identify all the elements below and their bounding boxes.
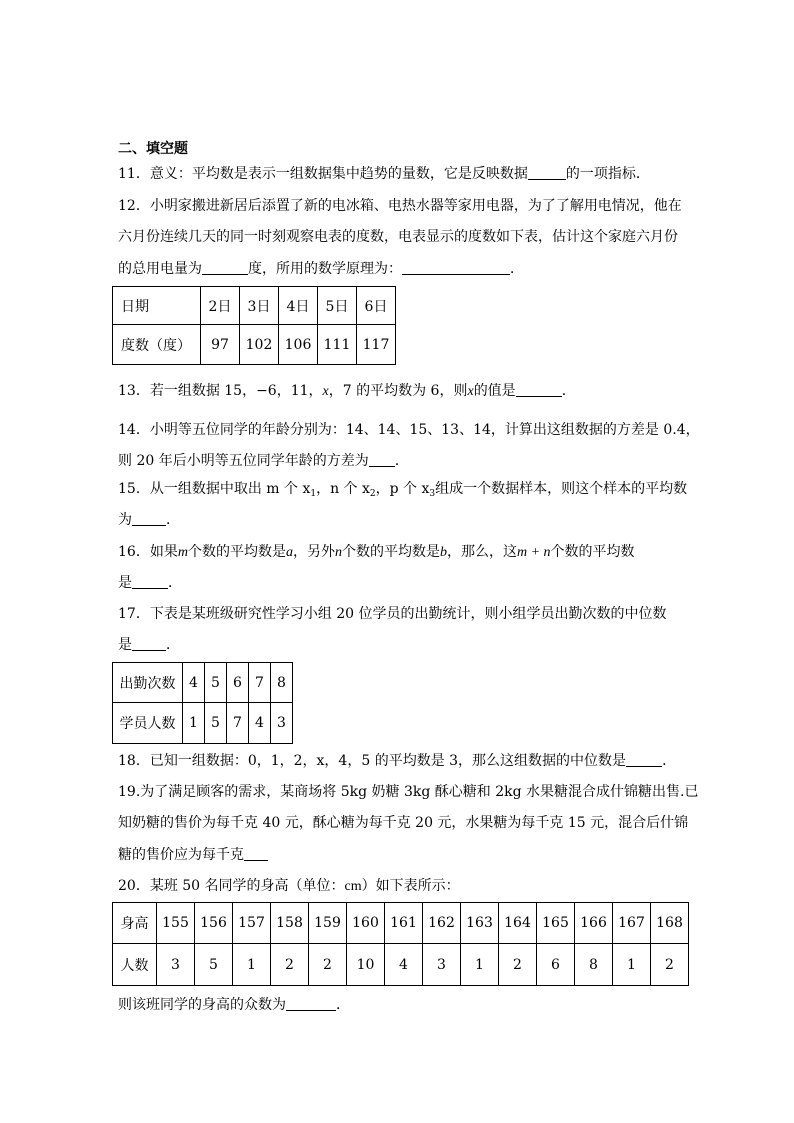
q12-text-a: 的总用电量为 bbox=[118, 261, 202, 277]
q14-text-a: 则 20 年后小明等五位同学年龄的方差为 bbox=[118, 453, 369, 469]
q20-table bbox=[112, 902, 689, 986]
q13-text-c: 的值是 bbox=[473, 383, 516, 399]
table-cell: 4 bbox=[249, 703, 271, 744]
question-20 bbox=[118, 876, 460, 897]
q20-text-a: 20．某班 50 名同学的身高（单位： bbox=[118, 878, 345, 894]
table-cell: 7 bbox=[227, 703, 249, 744]
q17-text-b: ． bbox=[166, 637, 180, 653]
table-cell: 8 bbox=[271, 663, 293, 703]
q20-text-b: ）如下表所示： bbox=[361, 878, 460, 894]
table-cell: 2 bbox=[309, 944, 347, 986]
table-cell: 度数（度） bbox=[113, 325, 201, 365]
section-title: 二、填空题 bbox=[118, 141, 188, 157]
question-12-line2: 六月份连续几天的同一时刻观察电表的度数，电表显示的度数如下表，估计这个家庭六月份 bbox=[118, 229, 678, 245]
table-cell: 160 bbox=[347, 903, 385, 944]
table-cell: 155 bbox=[157, 903, 195, 944]
question-20-answer bbox=[118, 995, 350, 1015]
table-row bbox=[113, 944, 689, 986]
table-cell: 5日 bbox=[318, 287, 357, 325]
table-row bbox=[113, 663, 293, 703]
table-cell: 161 bbox=[385, 903, 423, 944]
q20-unit: cm bbox=[344, 879, 362, 894]
q12-table bbox=[112, 286, 396, 365]
question-16-line2 bbox=[118, 573, 182, 593]
q13-text-d: . bbox=[561, 383, 567, 399]
table-cell: 165 bbox=[537, 903, 575, 944]
q16-text-d: 个数的平均数是 bbox=[341, 544, 440, 560]
table-cell: 出勤次数 bbox=[113, 663, 183, 703]
table-cell: 6 bbox=[537, 944, 575, 986]
q20-text-c: 则该班同学的身高的众数为 bbox=[118, 997, 286, 1013]
q13-text-b: ，7 的平均数为 6，则 bbox=[328, 383, 468, 399]
q12-text-b: 度，所用的数学原理为： bbox=[248, 261, 402, 277]
table-row bbox=[113, 703, 293, 744]
question-17-line1: 17．下表是某班级研究性学习小组 20 位学员的出勤统计，则小组学员出勤次数的中位数 bbox=[118, 606, 667, 622]
table-cell: 168 bbox=[651, 903, 689, 944]
table-cell: 6日 bbox=[357, 287, 396, 325]
q15-text-b: ，n 个 x bbox=[316, 481, 370, 497]
table-cell: 117 bbox=[357, 325, 396, 365]
question-12-line1: 12．小明家搬进新居后添置了新的电冰箱、电热水器等家用电器，为了了解用电情况，他在 bbox=[118, 198, 682, 214]
q19-blank[interactable] bbox=[244, 846, 268, 861]
table-cell: 5 bbox=[205, 663, 227, 703]
table-cell: 1 bbox=[183, 703, 205, 744]
table-cell: 身高 bbox=[113, 903, 157, 944]
table-cell: 4 bbox=[183, 663, 205, 703]
table-cell: 10 bbox=[347, 944, 385, 986]
table-cell: 97 bbox=[201, 325, 240, 365]
table-cell: 学员人数 bbox=[113, 703, 183, 744]
q12-text-c: ． bbox=[510, 261, 524, 277]
table-row bbox=[113, 903, 689, 944]
question-17-line2 bbox=[118, 635, 180, 655]
table-cell: 1 bbox=[613, 944, 651, 986]
q16-var-b: b bbox=[439, 545, 447, 560]
q16-blank[interactable] bbox=[132, 574, 168, 589]
table-cell: 日期 bbox=[113, 287, 201, 325]
table-cell: 人数 bbox=[113, 944, 157, 986]
q11-blank[interactable] bbox=[528, 165, 566, 180]
q14-blank[interactable] bbox=[369, 452, 395, 467]
q16-text-g: 是 bbox=[118, 575, 132, 591]
table-cell: 2 bbox=[499, 944, 537, 986]
question-18 bbox=[118, 751, 676, 771]
q16-var-n: n bbox=[334, 545, 342, 560]
question-19-line3 bbox=[118, 845, 268, 865]
q16-text-a: 16．如果 bbox=[118, 544, 178, 560]
table-cell: 163 bbox=[461, 903, 499, 944]
q17-table bbox=[112, 662, 293, 744]
table-cell: 3 bbox=[423, 944, 461, 986]
q15-text-f: ． bbox=[166, 512, 180, 528]
table-cell: 2日 bbox=[201, 287, 240, 325]
table-cell: 3日 bbox=[240, 287, 279, 325]
q16-text-b: 个数的平均数是 bbox=[187, 544, 286, 560]
table-cell: 166 bbox=[575, 903, 613, 944]
question-19-line1: 19.为了满足顾客的需求，某商场将 5kg 奶糖 3kg 酥心糖和 2kg 水果糖混合成什锦糖出售.已 bbox=[118, 784, 699, 800]
q15-sub-2: 2 bbox=[369, 489, 376, 499]
q15-sub-3: 3 bbox=[429, 489, 436, 499]
q13-var-x: x bbox=[467, 384, 474, 399]
q18-text-a: 18．已知一组数据：0，1，2，x，4，5 的平均数是 3，那么这组数据的中位数是 bbox=[118, 753, 627, 769]
table-cell: 7 bbox=[249, 663, 271, 703]
question-13 bbox=[118, 381, 566, 402]
q13-blank[interactable] bbox=[516, 382, 562, 397]
q15-text-d: 组成一个数据样本，则这个样本的平均数 bbox=[435, 481, 688, 497]
q12-blank-2[interactable] bbox=[402, 260, 510, 275]
table-cell: 1 bbox=[461, 944, 499, 986]
table-cell: 4 bbox=[385, 944, 423, 986]
q20-blank[interactable] bbox=[286, 996, 336, 1011]
q11-tail: 的一项指标． bbox=[565, 166, 650, 182]
table-cell: 106 bbox=[279, 325, 318, 365]
table-cell: 159 bbox=[309, 903, 347, 944]
question-11 bbox=[118, 164, 650, 184]
q11-text: 11．意义：平均数是表示一组数据集中趋势的量数，它是反映数据 bbox=[118, 166, 528, 182]
table-cell: 157 bbox=[233, 903, 271, 944]
table-row bbox=[113, 287, 396, 325]
q14-text-b: . bbox=[394, 453, 400, 469]
q15-sub-1: 1 bbox=[310, 489, 317, 499]
q18-text-b: ． bbox=[662, 753, 677, 769]
table-cell: 5 bbox=[195, 944, 233, 986]
q15-text-e: 为 bbox=[118, 512, 132, 528]
table-cell: 8 bbox=[575, 944, 613, 986]
table-row bbox=[113, 325, 396, 365]
q16-var-a: a bbox=[285, 545, 293, 560]
question-19-line2: 知奶糖的售价为每千克 40 元，酥心糖为每千克 20 元，水果糖为每千克 15 元，混合后什锦 bbox=[118, 815, 689, 831]
question-14-line2 bbox=[118, 451, 399, 471]
table-cell: 3 bbox=[271, 703, 293, 744]
q13-var-x: x bbox=[322, 384, 329, 399]
table-cell: 6 bbox=[227, 663, 249, 703]
q16-var-m: m bbox=[177, 545, 188, 560]
question-15-line2 bbox=[118, 510, 180, 530]
q16-text-c: ，另外 bbox=[292, 544, 335, 560]
q12-blank-1[interactable] bbox=[202, 260, 248, 275]
q16-text-f: 个数的平均数 bbox=[550, 544, 635, 560]
q13-text-a: 13．若一组数据 15，−6，11， bbox=[118, 383, 323, 399]
q15-text-a: 15．从一组数据中取出 m 个 x bbox=[118, 481, 311, 497]
question-15-line1 bbox=[118, 479, 687, 504]
table-cell: 1 bbox=[233, 944, 271, 986]
q15-blank[interactable] bbox=[132, 511, 166, 526]
question-14-line1: 14．小明等五位同学的年龄分别为：14、14、15、13、14，计算出这组数据的方差是 0.4， bbox=[118, 422, 700, 438]
table-cell: 158 bbox=[271, 903, 309, 944]
q16-text-e: ，那么，这 bbox=[446, 544, 517, 560]
q20-text-d: ． bbox=[336, 997, 350, 1013]
q17-blank[interactable] bbox=[132, 636, 166, 651]
q16-text-h: ． bbox=[168, 575, 182, 591]
q18-blank[interactable] bbox=[626, 752, 662, 767]
table-cell: 162 bbox=[423, 903, 461, 944]
q15-text-c: ，p 个 x bbox=[375, 481, 430, 497]
table-cell: 102 bbox=[240, 325, 279, 365]
table-cell: 2 bbox=[651, 944, 689, 986]
table-cell: 164 bbox=[499, 903, 537, 944]
q16-var-mn: m + n bbox=[516, 545, 551, 560]
table-cell: 2 bbox=[271, 944, 309, 986]
table-cell: 111 bbox=[318, 325, 357, 365]
q19-text: 糖的售价应为每千克 bbox=[118, 847, 244, 863]
question-16-line1 bbox=[118, 542, 635, 563]
table-cell: 4日 bbox=[279, 287, 318, 325]
table-cell: 167 bbox=[613, 903, 651, 944]
q17-text-a: 是 bbox=[118, 637, 132, 653]
table-cell: 156 bbox=[195, 903, 233, 944]
table-cell: 3 bbox=[157, 944, 195, 986]
question-12-line3 bbox=[118, 259, 524, 279]
table-cell: 5 bbox=[205, 703, 227, 744]
